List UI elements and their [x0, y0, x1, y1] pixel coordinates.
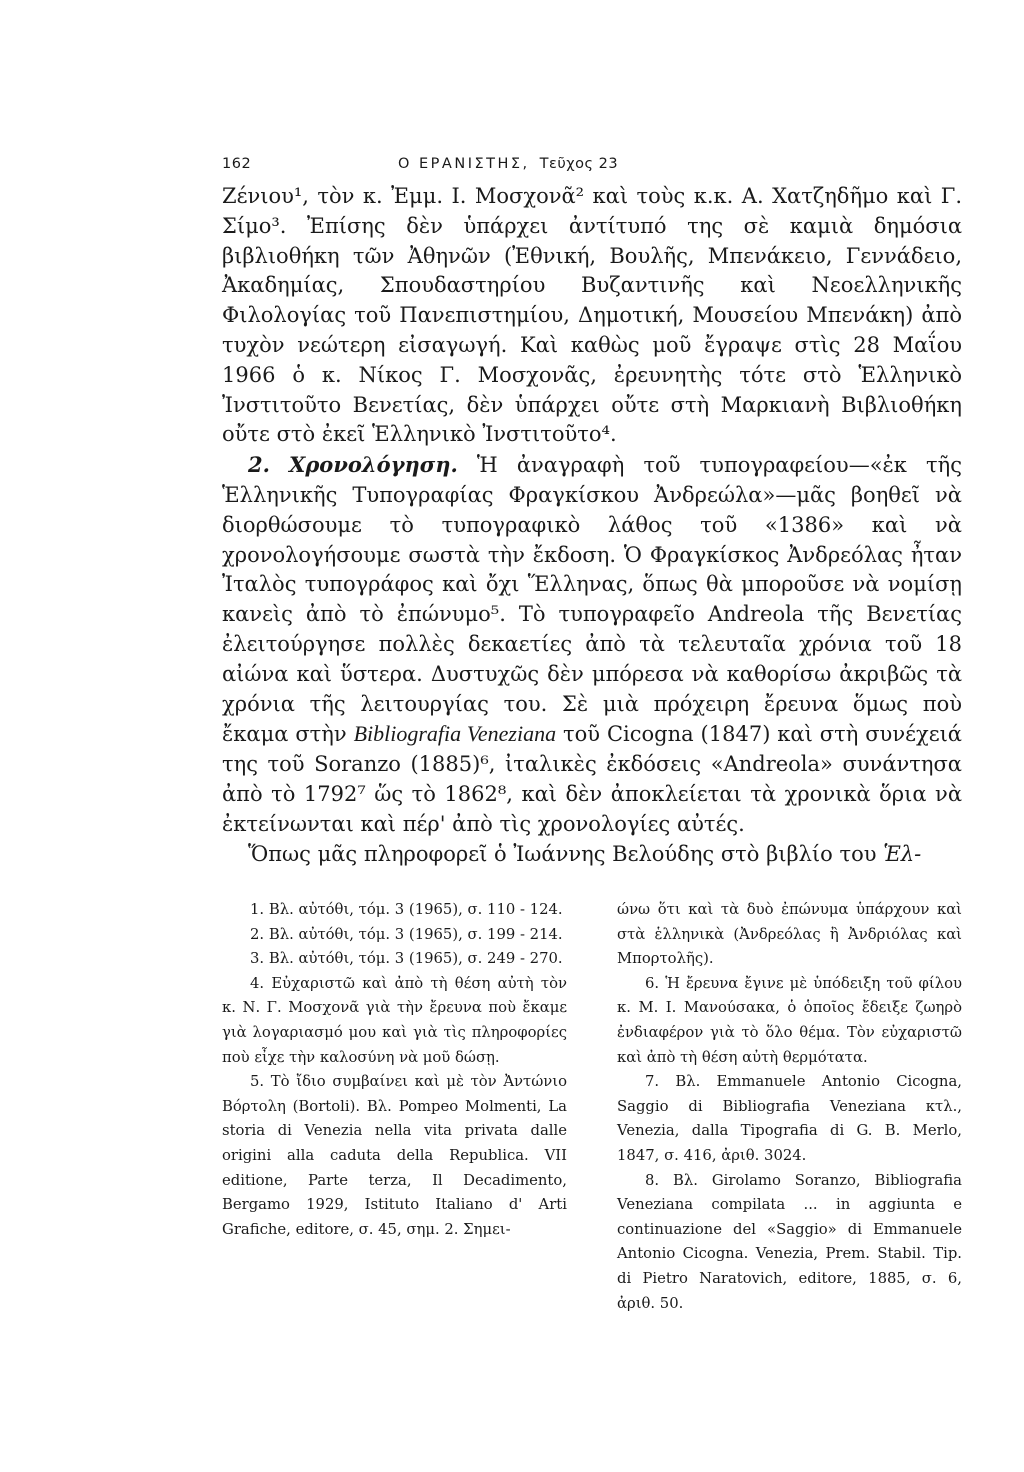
paragraph-2	[222, 450, 962, 839]
footnotes-left-column	[222, 898, 567, 1316]
issue-label: Τεῦχος 23	[539, 156, 619, 172]
footnote-4: 4. Εὐχαριστῶ καὶ ἀπὸ τὴ θέση αὐτὴ τὸν κ. Ν. Γ. Μοσχονᾶ γιὰ τὴν ἔρευνα ποὺ ἔκαμε γιὰ λογαριασμό μου καὶ γιὰ τὶς πληροφορίες ποὺ εἶχε τὴν καλοσύνη νὰ μοῦ δώσῃ.	[222, 974, 567, 1066]
journal-title: Ο ΕΡΑΝΙΣΤΗΣ,	[398, 156, 530, 172]
paragraph-3-text: Ὅπως μᾶς πληροφορεῖ ὁ Ἰωάννης Βελούδης στὸ βιβλίο του	[248, 841, 884, 866]
footnote-3: 3. Βλ. αὐτόθι, τόμ. 3 (1965), σ. 249 - 270.	[250, 950, 563, 968]
section-title: Χρονολόγηση.	[289, 452, 458, 478]
footnote-1: 1. Βλ. αὐτόθι, τόμ. 3 (1965), σ. 110 - 124.	[250, 901, 563, 918]
footnotes	[222, 898, 962, 1316]
paragraph-3	[222, 840, 962, 870]
footnote-5: 5. Τὸ ἴδιο συμβαίνει καὶ μὲ τὸν Ἀντώνιο Βόρτολη (Bortoli). Βλ. Pompeo Molmenti, La storia di Venezia nella vita privata dalle origini alla caduta della Republica. VII editione, Parte terza, Il Decadimento, Bergamo 1929, Istituto Italiano d' Arti Grafiche, editore, σ. 45, σημ. 2. Σημει-	[222, 1073, 567, 1238]
paragraph-1: Ζένιου¹, τὸν κ. Ἐμμ. Ι. Μοσχονᾶ² καὶ τοὺς κ.κ. Α. Χατζηδῆμο καὶ Γ. Σίμο³. Ἐπίσης δὲν ὑπάρχει ἀντίτυπό της σὲ καμιὰ δημόσια βιβλιοθήκη τῶν Ἀθηνῶν (Ἐθνική, Βουλῆς, Μπενάκειο, Γεννάδειο, Ἀκαδημίας, Σπουδαστηρίου Βυζαντινῆς καὶ Νεοελληνικῆς Φιλολογίας τοῦ Πανεπιστημίου, Δημοτική, Μουσείου Μπενάκη) ἀπὸ τυχὸν νεώτερη εἰσαγωγή. Καὶ καθὼς μοῦ ἔγραψε στὶς 28 Μαΐου 1966 ὁ κ. Νίκος Γ. Μοσχονᾶς, ἐρευνητὴς τότε στὸ Ἑλληνικὸ Ἰνστιτοῦτο Βενετίας, δὲν ὑπάρχει οὔτε στὴ Μαρκιανὴ Βιβλιοθήκη οὔτε στὸ ἐκεῖ Ἑλληνικὸ Ἰνστιτοῦτο⁴.	[222, 184, 962, 447]
footnote-5-continued: ώνω ὅτι καὶ τὰ δυὸ ἐπώνυμα ὑπάρχουν καὶ στὰ ἑλληνικὰ (Ἀνδρεόλας ἢ Ἀνδριόλας καὶ Μπορτολῆς).	[617, 901, 962, 968]
paragraph-2-italic: Bibliografia Veneziana	[353, 721, 557, 747]
running-header	[222, 156, 962, 172]
paragraph-3-italic: Ἑλ-	[883, 841, 922, 866]
footnote-7: 7. Βλ. Emmanuele Antonio Cicogna, Saggio di Bibliografia Veneziana κτλ., Venezia, dalla Tipografia di G. B. Merlo, 1847, σ. 416, ἀριθ. 3024.	[617, 1073, 962, 1164]
footnote-8: 8. Βλ. Girolamo Soranzo, Bibliografia Veneziana compilata ... in aggiunta e continuazione del «Saggio» di Emmanuele Antonio Cicogna. Venezia, Prem. Stabil. Tip. di Pietro Naratovich, editore, 1885, σ. 6, ἀριθ. 50.	[617, 1171, 962, 1312]
paragraph-2-text-a: Ἡ ἀναγραφὴ τοῦ τυπογραφείου—«ἐκ τῆς Ἑλληνικῆς Τυπογραφίας Φραγκίσκου Ἀνδρεώλα»—μᾶς βοηθεῖ νὰ διορθώσουμε τὸ τυπογραφικὸ λάθος τοῦ «1386» καὶ νὰ χρονολογήσουμε σωστὰ τὴν ἔκδοση. Ὁ Φραγκίσκος Ἀνδρεόλας ἦταν Ἰταλὸς τυπογράφος καὶ ὄχι Ἕλληνας, ὅπως θὰ μποροῦσε νὰ νομίσῃ κανεὶς ἀπὸ τὸ ἐπώνυμο⁵. Τὸ τυπογραφεῖο Andreola τῆς Βενετίας ἐλειτούργησε πολλὲς δεκαετίες ἀπὸ τὰ τελευταῖα χρόνια τοῦ 18 αἰώνα καὶ ὕστερα. Δυστυχῶς δὲν μπόρεσα νὰ καθορίσω ἀκριβῶς τὰ χρόνια τῆς λειτουργίας του. Σὲ μιὰ πρόχειρη ἔρευνα ὅμως ποὺ ἔκαμα στὴν	[222, 453, 962, 747]
footnotes-right-column	[617, 898, 962, 1316]
section-number: 2.	[248, 452, 270, 478]
main-text	[222, 182, 962, 869]
paragraph-2-text-b: τοῦ Cicogna (1847) καὶ στὴ συνέχειά της τοῦ Soranzo (1885)⁶, ἰταλικὲς ἐκδόσεις «Andreola» συνάντησα ἀπὸ τὸ 1792⁷ ὥς τὸ 1862⁸, καὶ δὲν ἀποκλείεται τὰ χρονικὰ ὅρια νὰ ἐκτείνωνται καὶ πέρ' ἀπὸ τὶς χρονολογίες αὐτές.	[222, 722, 962, 836]
footnote-6: 6. Ἡ ἔρευνα ἔγινε μὲ ὑπόδειξη τοῦ φίλου κ. Μ. Ι. Μανούσακα, ὁ ὁποῖος ἔδειξε ζωηρὸ ἐνδιαφέρον γιὰ τὸ ὅλο θέμα. Τὸν εὐχαριστῶ καὶ ἀπὸ τὴ θέση αὐτὴ θερμότατα.	[617, 974, 962, 1066]
page-number: 162	[222, 156, 252, 172]
footnote-2: 2. Βλ. αὐτόθι, τόμ. 3 (1965), σ. 199 - 214.	[250, 925, 563, 943]
